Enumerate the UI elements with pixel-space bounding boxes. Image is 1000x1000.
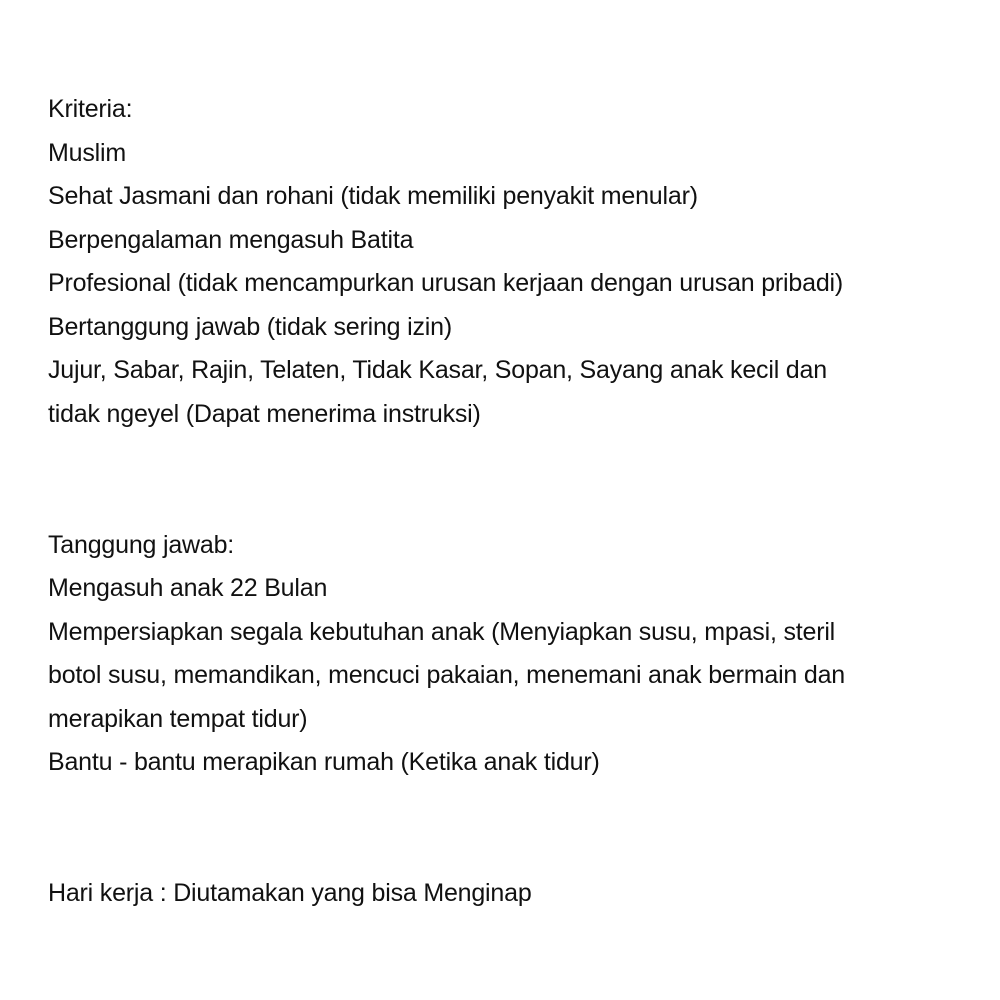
responsibilities-heading: Tanggung jawab:: [48, 531, 235, 559]
responsibility-item: Mengasuh anak 22 Bulan: [48, 574, 328, 602]
criteria-item: tidak ngeyel (Dapat menerima instruksi): [48, 400, 481, 428]
criteria-item: Muslim: [48, 139, 126, 167]
criteria-item: Bertanggung jawab (tidak sering izin): [48, 313, 452, 341]
work-days-text: Hari kerja : Diutamakan yang bisa Menginap: [48, 879, 532, 907]
responsibility-item: Bantu - bantu merapikan rumah (Ketika anak tidur): [48, 748, 600, 776]
responsibility-item: botol susu, memandikan, mencuci pakaian, menemani anak bermain dan: [48, 661, 845, 689]
criteria-heading: Kriteria:: [48, 95, 133, 123]
responsibility-item: merapikan tempat tidur): [48, 705, 308, 733]
criteria-item: Jujur, Sabar, Rajin, Telaten, Tidak Kasar, Sopan, Sayang anak kecil dan: [48, 356, 827, 384]
responsibility-item: Mempersiapkan segala kebutuhan anak (Menyiapkan susu, mpasi, steril: [48, 618, 836, 646]
criteria-item: Profesional (tidak mencampurkan urusan kerjaan dengan urusan pribadi): [48, 269, 844, 297]
criteria-item: Berpengalaman mengasuh Batita: [48, 226, 414, 254]
criteria-item: Sehat Jasmani dan rohani (tidak memiliki penyakit menular): [48, 182, 698, 210]
